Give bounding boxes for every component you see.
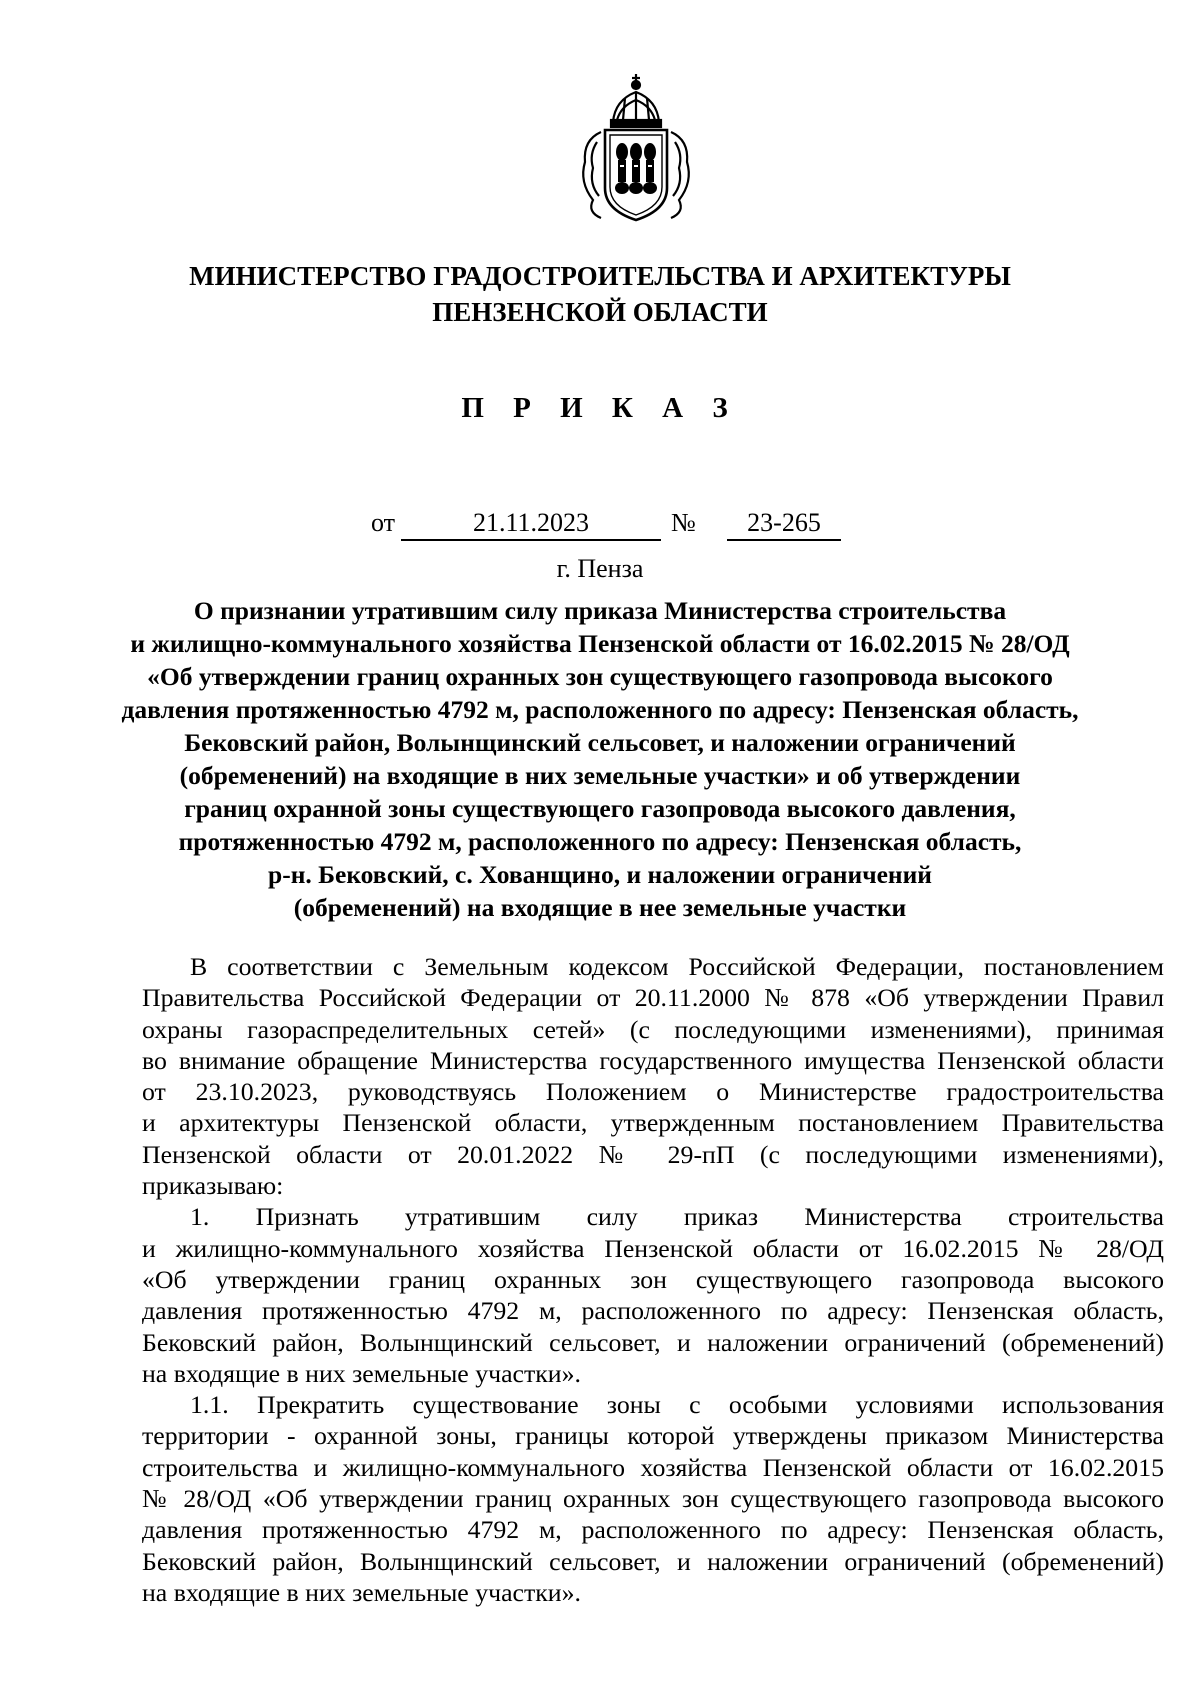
order-title: П Р И К А З — [461, 392, 739, 424]
preamble-paragraph — [142, 951, 1164, 1201]
paragraph-line: № 28/ОД «Об утверждении границ охранных зон существующего газопровода высокого — [142, 1484, 1164, 1514]
paragraph-line: приказываю: — [142, 1171, 284, 1201]
number-label: № — [671, 508, 696, 537]
ministry-name-line-2: ПЕНЗЕНСКОЙ ОБЛАСТИ — [432, 297, 768, 327]
heading-line: (обременений) на входящие в них земельные участки» и об утверждении — [179, 761, 1021, 790]
paragraph-line: давления протяженностью 4792 м, расположенного по адресу: Пензенская область, — [142, 1296, 1164, 1326]
heading-line: (обременений) на входящие в нее земельные участки — [293, 893, 907, 922]
paragraph-line: 1. Признать утратившим силу приказ Министерства строительства — [190, 1202, 1164, 1232]
heading-line: р-н. Бековский, с. Хованщино, и наложении ограничений — [268, 860, 932, 889]
paragraph-line: и жилищно-коммунального хозяйства Пензенской области от 16.02.2015 № 28/ОД — [142, 1233, 1164, 1263]
paragraph-line: строительства и жилищно-коммунального хозяйства Пензенской области от 16.02.2015 — [142, 1452, 1164, 1482]
paragraph-line: 1.1. Прекратить существование зоны с особыми условиями использования — [190, 1390, 1164, 1420]
paragraph-line: Бековский район, Волынщинский сельсовет, и наложении ограничений (обременений) — [142, 1546, 1164, 1576]
paragraph-line: на входящие в них земельные участки». — [142, 1358, 581, 1388]
paragraph-line: и архитектуры Пензенской области, утвержденным постановлением Правительства — [142, 1108, 1164, 1138]
heading-line: давления протяженностью 4792 м, расположенного по адресу: Пензенская область, — [121, 695, 1079, 724]
order-body — [142, 951, 1164, 1608]
heading-line: границ охранной зоны существующего газопровода высокого давления, — [184, 794, 1016, 823]
paragraph-line: Пензенской области от 20.01.2022 № 29-пП (с последующими изменениями), — [142, 1139, 1164, 1169]
ministry-name-line-1: МИНИСТЕРСТВО ГРАДОСТРОИТЕЛЬСТВА И АРХИТЕКТУРЫ — [189, 261, 1011, 291]
paragraph-line: во внимание обращение Министерства государственного имущества Пензенской области — [142, 1045, 1164, 1075]
heading-line: протяженностью 4792 м, расположенного по адресу: Пензенская область, — [178, 827, 1022, 856]
date-from-label: от — [371, 508, 396, 537]
heading-line: «Об утверждении границ охранных зон существующего газопровода высокого — [147, 662, 1053, 691]
paragraph-line: Правительства Российской Федерации от 20.11.2000 № 878 «Об утверждении Правил — [142, 983, 1164, 1013]
paragraph-line: охраны газораспределительных сетей» (с последующими изменениями), принимая — [142, 1014, 1164, 1044]
order-number: 23-265 — [727, 505, 841, 541]
paragraph-line: «Об утверждении границ охранных зон существующего газопровода высокого — [142, 1264, 1164, 1294]
order-heading — [0, 594, 1200, 924]
paragraph-line: давления протяженностью 4792 м, расположенного по адресу: Пензенская область, — [142, 1515, 1164, 1545]
city: г. Пенза — [556, 554, 644, 583]
heading-line: Бековский район, Волынщинский сельсовет, и наложении ограничений — [184, 728, 1016, 757]
paragraph-line: на входящие в них земельные участки». — [142, 1577, 581, 1607]
paragraph-line: Бековский район, Волынщинский сельсовет, и наложении ограничений (обременений) — [142, 1327, 1164, 1357]
order-date: 21.11.2023 — [401, 505, 661, 541]
clause-1-1-paragraph — [142, 1389, 1164, 1608]
heading-line: О признании утратившим силу приказа Министерства строительства — [193, 596, 1007, 625]
paragraph-line: В соответствии с Земельным кодексом Российской Федерации, постановлением — [190, 952, 1164, 981]
paragraph-line: территории - охранной зоны, границы которой утверждены приказом Министерства — [142, 1421, 1164, 1451]
heading-line: и жилищно-коммунального хозяйства Пензенской области от 16.02.2015 № 28/ОД — [130, 629, 1070, 658]
paragraph-line: от 23.10.2023, руководствуясь Положением о Министерстве градостроительства — [142, 1077, 1164, 1107]
clause-1-paragraph — [142, 1201, 1164, 1389]
coat-of-arms-emblem — [571, 70, 701, 228]
